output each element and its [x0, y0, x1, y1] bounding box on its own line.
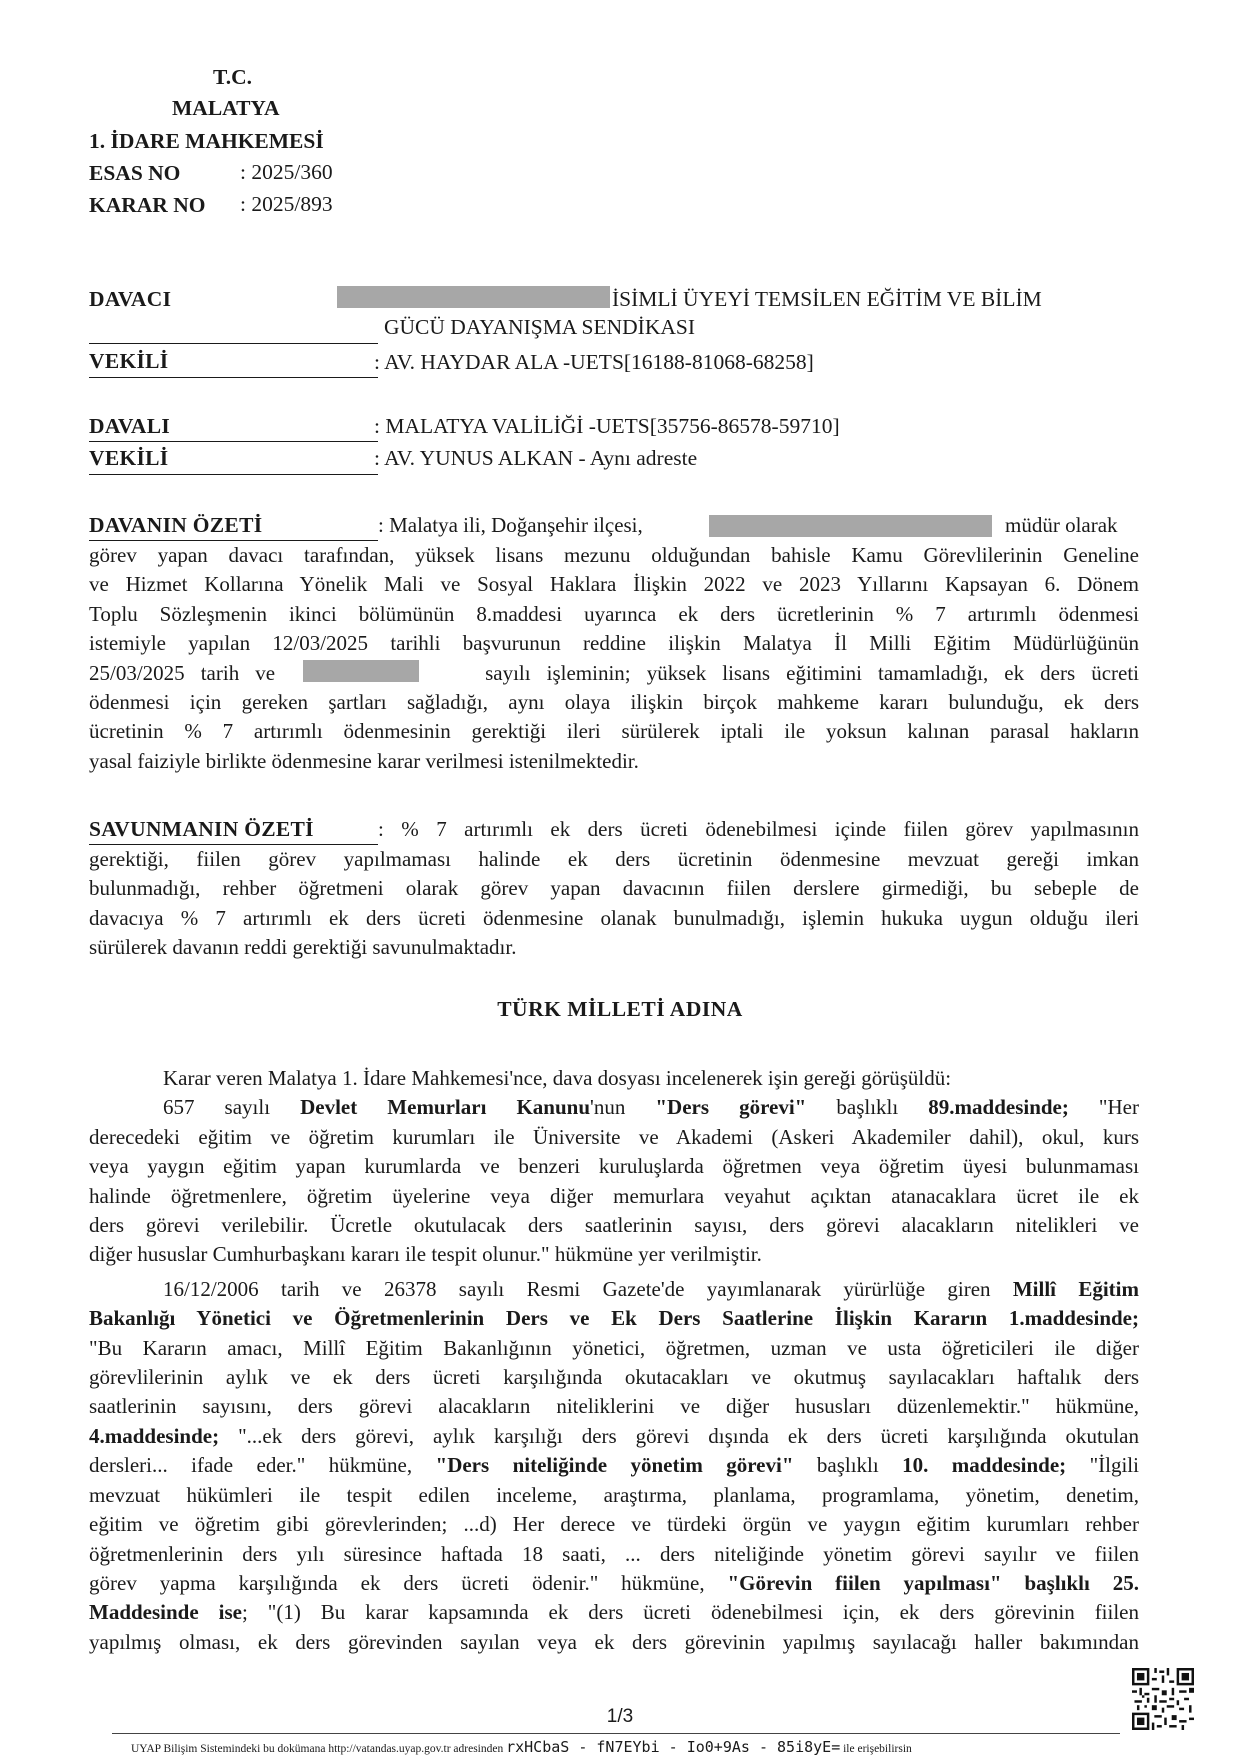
- davali-label: DAVALI: [89, 414, 171, 438]
- body-line: veya yaygın eğitim yapan kurumlarda ve benzeri kuruluşlarda öğretmen veya öğretim üyesi bulunmaması: [89, 1154, 1139, 1179]
- body-line: görevlilerinin aylık ve ek ders ücreti karşılığında okutacakları ve okutmuş sayılacakları haftalık ders: [89, 1365, 1139, 1390]
- body-p2-line1: [89, 1093, 1139, 1122]
- body-line: [89, 1451, 1139, 1480]
- esas-value: : 2025/360: [240, 160, 333, 184]
- text-run: Devlet Memurları Kanunu: [300, 1095, 591, 1120]
- footer-prefix: UYAP Bilişim Sistemindeki bu dokümana http://vatandas.uyap.gov.tr adresinden: [131, 1743, 504, 1755]
- summary-line1a: : Malatya ili, Doğanşehir ilçesi,: [378, 513, 643, 537]
- summary-line: görev yapan davacı tarafından, yüksek lisans mezunu olduğundan bahisle Kamu Görevlilerinin Geneline: [89, 543, 1139, 567]
- text-run: 'nun: [590, 1095, 656, 1120]
- decision-body: [89, 1064, 1139, 1657]
- header-tc: T.C.: [213, 65, 253, 89]
- vekil1-value: : AV. HAYDAR ALA -UETS[16188-81068-68258]: [374, 350, 814, 374]
- body-line: Bakanlığı Yönetici ve Öğretmenlerinin Ders ve Ek Ders Saatlerine İlişkin Kararın 1.maddesinde;: [89, 1306, 1139, 1331]
- text-run: 10. maddesinde;: [902, 1453, 1067, 1478]
- decision-heading: TÜRK MİLLETİ ADINA: [497, 997, 743, 1021]
- vekil2-label: VEKİLİ: [89, 446, 169, 470]
- summary-line6b: sayılı işleminin; yüksek lisans eğitimini tamamladığı, ek ders ücreti: [485, 660, 1140, 685]
- karar-value: : 2025/893: [240, 192, 333, 216]
- text-run: "Ders niteliğinde yönetim görevi": [435, 1453, 794, 1478]
- summary-line1b: müdür olarak: [1005, 513, 1118, 537]
- header-court: 1. İDARE MAHKEMESİ: [89, 129, 324, 153]
- defense-line1: : % 7 artırımlı ek ders ücreti ödenebilmesi içinde fiilen görev yapılmasının: [378, 817, 1139, 841]
- body-line: saatlerinin sayısını, ders görevi alacakların niteliklerini ve diğer hususları düzenlemektir." hükmüne,: [89, 1394, 1139, 1419]
- davali-underline: [89, 441, 378, 442]
- body-p1: Karar veren Malatya 1. İdare Mahkemesi'nce, dava dosyası incelenerek işin gereği görüşüldü:: [163, 1066, 952, 1090]
- defense-line: sürülerek davanın reddi gerektiği savunulmaktadır.: [89, 935, 517, 960]
- summary-line: ödenmesi için gereken şartları sağladığı, aynı olaya ilişkin birçok mahkeme kararı bulunduğu, ek ders: [89, 690, 1139, 715]
- text-run: Millî Eğitim: [1012, 1276, 1139, 1301]
- body-line: eğitim ve öğretim gibi görevlerinden; ...d) Her derece ve türdeki örgün ve yaygın eğitim kurumları rehber: [89, 1512, 1139, 1537]
- esas-label: ESAS NO: [89, 161, 181, 185]
- body-line: mevzuat hükümleri ile tespit edilen inceleme, araştırma, planlama, programlama, yönetim, denetim,: [89, 1482, 1139, 1507]
- summary-line: Toplu Sözleşmenin ikinci bölümünün 8.maddesi uyarınca ek ders ücretlerinin % 7 artırımlı ödenmesi: [89, 601, 1139, 626]
- page-number: 1/3: [606, 1706, 634, 1727]
- summary-line6a: 25/03/2025 tarih ve: [89, 660, 276, 685]
- text-run: başlıklı: [793, 1453, 903, 1478]
- footer-verification: [131, 1738, 912, 1756]
- summary-body: [89, 541, 1139, 776]
- body-line: ders görevi verilebilir. Ücretle okutulacak ders saatlerinin sayısı, ders görevi alacakların nitelikleri ve: [89, 1213, 1139, 1238]
- redacted-name: [337, 286, 610, 308]
- text-run: dersleri... ifade eder." hükmüne,: [89, 1453, 436, 1478]
- text-run: "Ders görevi": [655, 1095, 807, 1120]
- davaci-line1: İSİMLİ ÜYEYİ TEMSİLEN EĞİTİM VE BİLİM: [612, 287, 1042, 311]
- text-run: 89.maddesinde;: [928, 1095, 1069, 1120]
- summary-line: istemiyle yapılan 12/03/2025 tarihli başvurunun reddine ilişkin Malatya İl Milli Eğitim Müdürlüğünün: [89, 631, 1139, 656]
- footer-separator: [112, 1733, 1120, 1734]
- defense-line: davacıya % 7 artırımlı ek ders ücreti ödenmesine olanak bunulmadığı, işlemin hukuka uygun olduğu ileri: [89, 905, 1139, 930]
- body-line: diğer hususlar Cumhurbaşkanı kararı ile tespit olunur." hükmüne yer verilmiştir.: [89, 1242, 762, 1267]
- vekil2-value: : AV. YUNUS ALKAN - Aynı adreste: [374, 446, 698, 470]
- text-run: "Her: [1068, 1095, 1139, 1120]
- summary-label: DAVANIN ÖZETİ: [89, 513, 263, 537]
- redacted-school: [709, 515, 992, 537]
- body-line: [89, 1598, 1139, 1627]
- body-line: "Bu Kararın amacı, Millî Eğitim Bakanlığının yönetici, öğretmen, uzman ve usta öğreticileri ile diğer: [89, 1335, 1139, 1360]
- text-run: ; "(1) Bu karar kapsamında ek ders ücreti ödenebilmesi için, ek ders görevinin fiilen: [241, 1600, 1140, 1625]
- redacted-number: [303, 660, 419, 682]
- davaci-line2: GÜCÜ DAYANIŞMA SENDİKASI: [384, 315, 695, 339]
- davaci-underline: [89, 343, 378, 344]
- footer-suffix: ile erişebilirsin: [843, 1743, 912, 1755]
- summary-line: ücretinin % 7 artırımlı ödenmesinin gerektiği ileri sürülerek iptali ile yoksun kalınan parasal hakların: [89, 719, 1139, 744]
- davaci-label: DAVACI: [89, 287, 172, 311]
- text-run: başlıklı: [806, 1095, 929, 1120]
- footer-code: rxHCbaS - fN7EYbi - Io0+9As - 85i8yE=: [506, 1738, 841, 1756]
- body-line: [89, 1569, 1139, 1598]
- davali-value: : MALATYA VALİLİĞİ -UETS[35756-86578-59710]: [374, 414, 840, 438]
- body-line: derecedeki eğitim ve öğretim kurumları ile Üniversite ve Akademi (Askeri Akademiler dahil), okul, kurs: [89, 1124, 1139, 1149]
- text-run: Maddesinde ise: [89, 1600, 242, 1625]
- qr-code-icon: [1132, 1668, 1194, 1730]
- text-run: "...ek ders görevi, aylık karşılığı ders görevi dışında ek ders ücreti karşılığında okutulan: [219, 1423, 1139, 1448]
- defense-line: bulunmadığı, rehber öğretmeni olarak görev yapan davacının fiilen derslere girmediği, bu sebeple de: [89, 876, 1139, 901]
- body-line: [89, 1422, 1139, 1451]
- vekil1-label: VEKİLİ: [89, 349, 169, 373]
- defense-label: SAVUNMANIN ÖZETİ: [89, 817, 314, 841]
- header-city: MALATYA: [172, 96, 280, 120]
- text-run: "Görevin fiilen yapılması" başlıklı 25.: [727, 1570, 1139, 1595]
- text-run: 657 sayılı: [163, 1095, 301, 1120]
- defense-body: [89, 845, 1139, 963]
- body-p3-line1: [89, 1275, 1139, 1304]
- body-line: öğretmenlerinin ders yılı süresince haftada 18 saati, ... ders niteliğinde yönetim görevi sayılır ve fiilen: [89, 1541, 1139, 1566]
- text-run: "İlgili: [1066, 1453, 1139, 1478]
- text-run: görev yapma karşılığında ek ders ücreti ödenir." hükmüne,: [89, 1570, 728, 1595]
- text-run: 16/12/2006 tarih ve 26378 sayılı Resmi Gazete'de yayımlanarak yürürlüğe giren: [163, 1276, 1013, 1301]
- summary-line-6: [89, 659, 1139, 688]
- vekil2-underline: [89, 474, 378, 475]
- text-run: 4.maddesinde;: [89, 1423, 220, 1448]
- summary-line: ve Hizmet Kollarına Yönelik Mali ve Sosyal Haklara İlişkin 2022 ve 2023 Yıllarını Kapsayan 6. Dönem: [89, 572, 1139, 597]
- body-line: yapılmış olması, ek ders görevinden sayılan veya ek ders görevinin yapılmış sayılacağı haller bakımından: [89, 1629, 1139, 1654]
- body-line: halinde öğretmenlere, öğretim üyelerine veya diğer memurlara veyahut açıktan atanacaklara ücret ile ek: [89, 1183, 1139, 1208]
- vekil1-underline: [89, 377, 378, 378]
- karar-label: KARAR NO: [89, 193, 206, 217]
- summary-line: yasal faiziyle birlikte ödenmesine karar verilmesi istenilmektedir.: [89, 748, 639, 773]
- defense-line: gerektiği, fiilen görev yapılmaması halinde ek ders ücretinin ödenmesine mevzuat gereği imkan: [89, 847, 1139, 871]
